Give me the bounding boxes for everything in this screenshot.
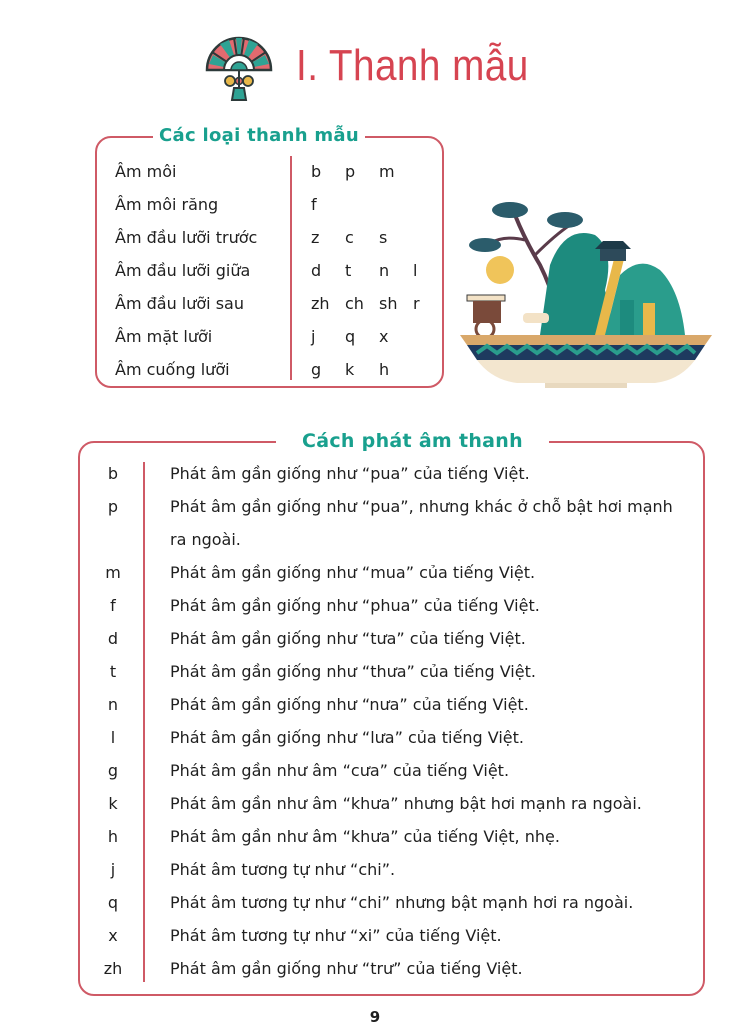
- initial-key: f: [110, 596, 116, 615]
- initials-row-label: Âm môi: [115, 162, 177, 181]
- pronunciation-desc: Phát âm gần giống như “nưa” của tiếng Việt.: [170, 695, 529, 714]
- initials-row: [115, 155, 395, 188]
- initial-value: k: [345, 360, 355, 379]
- initials-row-label: Âm cuống lưỡi: [115, 360, 230, 379]
- pronunciation-desc: Phát âm gần giống như “pua” của tiếng Việt.: [170, 464, 530, 483]
- initials-row: [115, 254, 418, 287]
- page-header: [204, 30, 560, 102]
- initial-value: ch: [345, 294, 364, 313]
- initial-value: g: [311, 360, 322, 379]
- initials-types-title: Các loại thanh mẫu: [153, 124, 365, 148]
- initial-key: t: [109, 662, 117, 681]
- initial-key: zh: [103, 959, 123, 978]
- initial-key: x: [108, 926, 118, 945]
- initials-row-label: Âm đầu lưỡi sau: [115, 294, 244, 313]
- pronunciation-desc: Phát âm gần như âm “khưa” nhưng bật hơi mạnh ra ngoài.: [170, 794, 642, 813]
- pronunciation-desc: Phát âm gần giống như “phua” của tiếng Việt.: [170, 596, 540, 615]
- initial-value: b: [311, 162, 322, 181]
- initial-value: p: [345, 162, 356, 181]
- pronunciation-desc: Phát âm gần giống như “lưa” của tiếng Việt.: [170, 728, 524, 747]
- initial-value: zh: [311, 294, 330, 313]
- initial-value: q: [345, 327, 356, 346]
- initials-row-label: Âm đầu lưỡi trước: [115, 228, 258, 247]
- initial-key: m: [105, 563, 121, 582]
- pronunciation-desc: Phát âm tương tự như “xi” của tiếng Việt.: [170, 926, 502, 945]
- initials-row: [115, 188, 317, 221]
- pronunciation-desc: Phát âm gần giống như “trư” của tiếng Việt.: [170, 959, 523, 978]
- pronunciation-desc: Phát âm tương tự như “chi”.: [170, 860, 396, 879]
- initials-row-label: Âm môi răng: [115, 195, 219, 214]
- initial-value: h: [379, 360, 390, 379]
- initial-value: r: [413, 294, 420, 313]
- pronunciation-desc: Phát âm gần như âm “cưa” của tiếng Việt.: [170, 761, 510, 780]
- initials-row: [115, 353, 390, 386]
- pronunciation-box: [78, 430, 705, 996]
- page-number: 9: [369, 1008, 381, 1026]
- initial-key: h: [107, 827, 119, 846]
- initials-row-label: Âm đầu lưỡi giữa: [115, 261, 251, 280]
- initial-key: k: [108, 794, 118, 813]
- page-title: I. Thanh mẫu: [296, 41, 529, 90]
- pronunciation-desc: Phát âm gần giống như “thưa” của tiếng Việt.: [170, 662, 536, 681]
- initial-value: n: [379, 261, 390, 280]
- initial-key: b: [107, 464, 119, 483]
- pronunciation-title: Cách phát âm thanh: [276, 429, 549, 453]
- initial-value: t: [345, 261, 352, 280]
- initial-key: p: [107, 497, 119, 516]
- initial-value: sh: [379, 294, 398, 313]
- initial-value: z: [311, 228, 320, 247]
- initial-key: d: [107, 629, 119, 648]
- initials-row: [115, 320, 389, 353]
- initial-key: l: [110, 728, 116, 747]
- initials-row-label: Âm mặt lưỡi: [115, 327, 213, 346]
- initials-row: [115, 221, 388, 254]
- initial-value: s: [379, 228, 388, 247]
- initial-key: q: [107, 893, 119, 912]
- initial-value: f: [311, 195, 317, 214]
- initial-value: m: [379, 162, 395, 181]
- fan-icon: [204, 30, 274, 102]
- pronunciation-desc: Phát âm gần giống như “tưa” của tiếng Việt.: [170, 629, 526, 648]
- initials-types-box: [95, 125, 444, 388]
- bowl-landscape-illustration: [455, 195, 717, 390]
- initial-key: j: [110, 860, 116, 879]
- pronunciation-desc: Phát âm gần giống như “pua”, nhưng khác ở chỗ bật hơi mạnh ra ngoài.: [170, 497, 673, 549]
- pronunciation-desc: Phát âm tương tự như “chi” nhưng bật mạnh hơi ra ngoài.: [170, 893, 634, 912]
- pronunciation-desc: Phát âm gần như âm “khưa” của tiếng Việt, nhẹ.: [170, 827, 560, 846]
- initial-key: g: [107, 761, 119, 780]
- initial-value: j: [311, 327, 316, 346]
- initial-key: n: [107, 695, 119, 714]
- initial-value: d: [311, 261, 322, 280]
- initials-row: [115, 287, 420, 320]
- initial-value: c: [345, 228, 354, 247]
- pronunciation-desc: Phát âm gần giống như “mua” của tiếng Việt.: [170, 563, 536, 582]
- initial-value: l: [413, 261, 418, 280]
- initial-value: x: [379, 327, 389, 346]
